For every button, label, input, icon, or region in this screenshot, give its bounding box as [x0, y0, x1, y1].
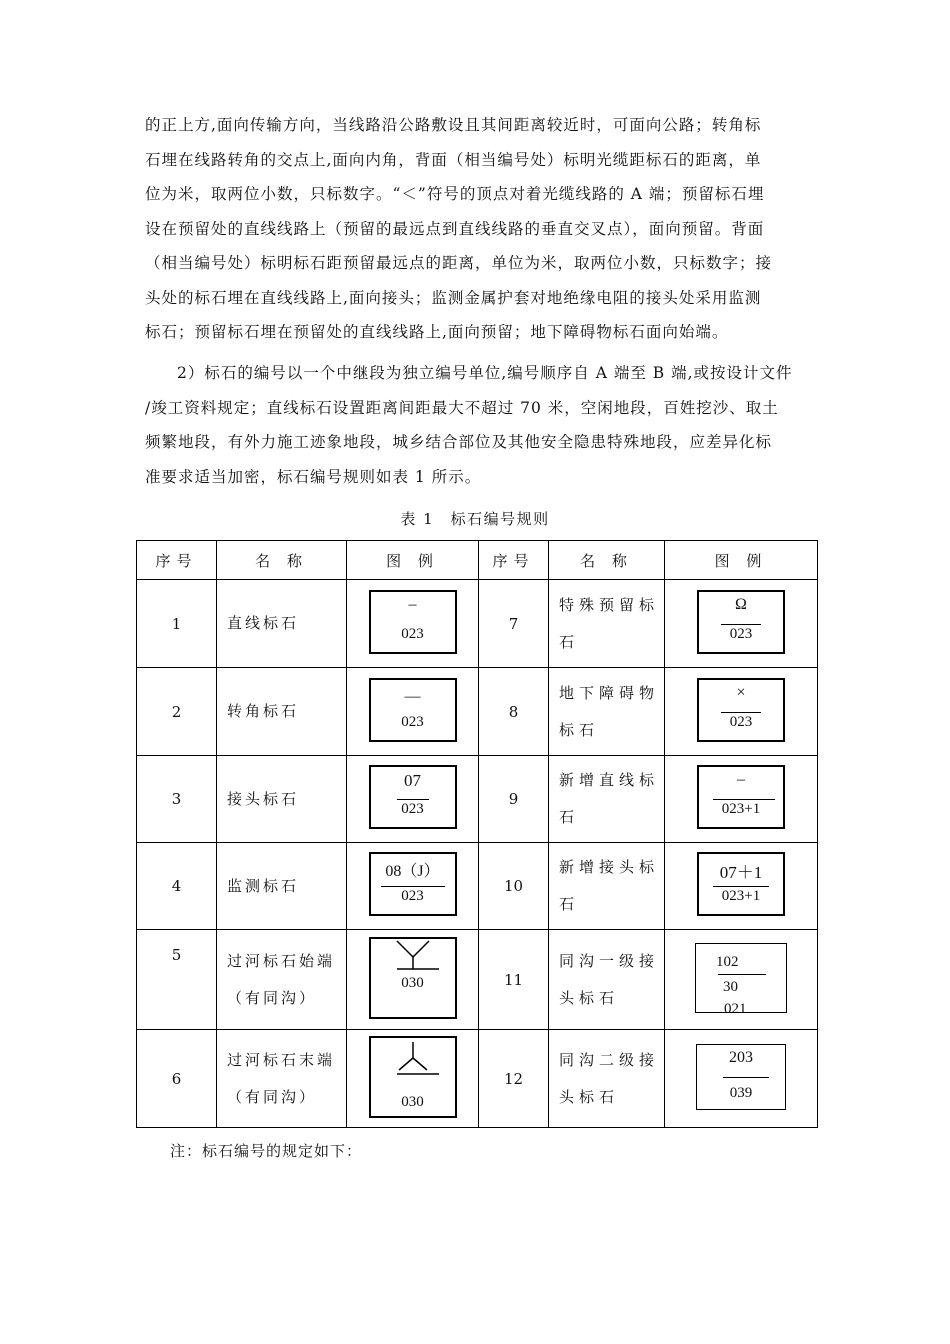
text-line: 的正上方,面向传输方向，当线路沿公路敷设且其间距离较近时，可面向公路；转角标: [145, 116, 762, 134]
marker-name: 直线标石: [217, 580, 347, 668]
row-number: 3: [137, 756, 217, 843]
marker-symbol: [369, 678, 457, 742]
symbol-bottom: 030: [401, 1093, 424, 1110]
symbol-top: 07: [404, 771, 421, 790]
legend-cell: [665, 756, 818, 843]
row-number: 1: [137, 580, 217, 668]
marker-name: [549, 756, 665, 843]
legend-cell: [347, 756, 479, 843]
marker-name: [549, 668, 665, 756]
legend-cell: [347, 930, 479, 1030]
text-line: 石埋在线路转角的交点上,面向内角，背面（相当编号处）标明光缆距标石的距离，单: [145, 150, 762, 169]
marker-name-line: （有同沟）: [227, 988, 318, 1007]
symbol-divider: [397, 799, 429, 800]
row-number: 6: [137, 1030, 217, 1128]
symbol-top: Ω: [735, 595, 747, 613]
marker-name-line: 新增直线标: [559, 771, 660, 789]
marker-name-line: 石: [559, 808, 580, 826]
marker-name: 转角标石: [217, 668, 347, 756]
marker-name-line: 同沟一级接: [559, 951, 660, 970]
river-end-symbol: [371, 1038, 455, 1082]
symbol-divider: [381, 886, 445, 887]
marker-name-line: 头标石: [559, 988, 620, 1007]
symbol-top: 203: [729, 1048, 753, 1066]
marker-name-line: 石: [559, 632, 580, 651]
legend-cell: [347, 668, 479, 756]
marker-name: 接头标石: [217, 756, 347, 843]
row-number: 10: [479, 843, 549, 930]
table-row: [137, 756, 818, 843]
marker-name: [549, 843, 665, 930]
symbol-top: —: [404, 687, 421, 705]
symbol-bottom: 023: [729, 625, 753, 642]
row-number: 12: [479, 1030, 549, 1128]
symbol-divider: [713, 799, 775, 800]
paragraph-2: [145, 356, 807, 494]
legend-cell: [347, 843, 479, 930]
marker-symbol: [697, 852, 785, 916]
header-no: 序号: [479, 541, 549, 580]
marker-symbol: [697, 765, 785, 829]
symbol-bottom: 023: [401, 713, 424, 730]
symbol-bottom: 023+1: [721, 888, 761, 904]
symbol-divider: [723, 1077, 769, 1078]
marker-name-line: 头标石: [559, 1087, 620, 1106]
symbol-bottom: 023: [401, 625, 424, 642]
paragraph-1: [145, 108, 807, 350]
marker-name-line: 石: [559, 895, 580, 913]
legend-cell: [665, 843, 818, 930]
marker-name: [549, 580, 665, 668]
header-no: 序号: [137, 541, 217, 580]
text-line: /竣工资料规定；直线标石设置距离间距最大不超过 70 米，空闲地段，百姓挖沙、取土: [145, 398, 779, 417]
text-line: 位为米，取两位小数，只标数字。“＜”符号的顶点对着光缆线路的 A 端；预留标石埋: [145, 185, 765, 203]
text-line: 头处的标石埋在直线线路上,面向接头；监测金属护套对地绝缘电阻的接头处采用监测: [145, 288, 762, 307]
table-caption: 表 1 标石编号规则: [400, 510, 550, 528]
legend-cell: [347, 580, 479, 668]
marker-name-line: 地下障碍物: [559, 683, 660, 702]
legend-cell: [665, 668, 818, 756]
marker-symbol: [695, 943, 787, 1013]
row-number: 4: [137, 843, 217, 930]
symbol-bottom: 023: [401, 888, 424, 904]
marker-name: [549, 1030, 665, 1128]
symbol-divider: [718, 974, 766, 975]
symbol-line-3: 021: [724, 1001, 747, 1012]
table-header-row: [137, 541, 818, 580]
header-name: 名 称: [217, 541, 347, 580]
text-line: （相当编号处）标明标石距预留最远点的距离，单位为米，取两位小数，只标数字；接: [145, 254, 773, 272]
row-number: 9: [479, 756, 549, 843]
symbol-top: 08（J）: [385, 863, 440, 880]
symbol-top: –: [408, 595, 417, 613]
symbol-bottom: 039: [729, 1084, 753, 1101]
table-row: [137, 843, 818, 930]
text-line: 2）标石的编号以一个中继段为独立编号单位,编号顺序自 A 端至 B 端,或按设计文件: [177, 364, 793, 382]
marker-name: [217, 1030, 347, 1128]
marker-symbol: [369, 1036, 457, 1118]
symbol-line-1: 102: [716, 953, 739, 970]
table-row: [137, 1030, 818, 1128]
symbol-bottom: 030: [401, 974, 424, 991]
table-note: 注：标石编号的规定如下：: [170, 1142, 363, 1160]
marker-name-line: 新增接头标: [559, 858, 660, 876]
symbol-top: ×: [736, 683, 746, 701]
header-name: 名 称: [549, 541, 665, 580]
symbol-divider: [721, 712, 761, 713]
legend-cell: [665, 580, 818, 668]
symbol-bottom: 023: [729, 713, 753, 730]
marker-name: [217, 930, 347, 1030]
symbol-bottom: 023: [401, 801, 424, 817]
table-row: [137, 930, 818, 1030]
symbol-top: –: [737, 771, 745, 788]
header-legend: 图 例: [665, 541, 818, 580]
marker-name: 监测标石: [217, 843, 347, 930]
marker-name-line: 同沟二级接: [559, 1050, 660, 1069]
table-row: [137, 668, 818, 756]
text-line: 频繁地段，有外力施工迹象地段，城乡结合部位及其他安全隐患特殊地段，应差异化标: [145, 433, 773, 451]
symbol-divider: [713, 886, 769, 887]
text-line: 准要求适当加密，标石编号规则如表 1 所示。: [145, 467, 482, 486]
marker-name-line: 特殊预留标: [559, 595, 660, 614]
row-number: 11: [479, 930, 549, 1030]
marker-name-line: （有同沟）: [227, 1087, 318, 1106]
marker-symbol: [697, 590, 785, 654]
river-start-symbol: [371, 939, 455, 979]
row-number: 7: [479, 580, 549, 668]
legend-cell: [665, 1030, 818, 1128]
marker-numbering-table: [136, 540, 818, 1128]
header-legend: 图 例: [347, 541, 479, 580]
text-line: 设在预留处的直线线路上（预留的最远点到直线线路的垂直交叉点），面向预留。背面: [145, 219, 765, 238]
legend-cell: [665, 930, 818, 1030]
table-row: [137, 580, 818, 668]
marker-name-line: 过河标石始端: [227, 951, 336, 970]
marker-name-line: 过河标石末端: [227, 1050, 336, 1069]
marker-symbol: [697, 678, 785, 742]
marker-name-line: 标石: [559, 720, 600, 739]
text-line: 标石；预留标石埋在预留处的直线线路上,面向预留；地下障碍物标石面向始端。: [145, 323, 729, 341]
row-number: 5: [137, 930, 217, 1030]
symbol-bottom: 023+1: [721, 801, 761, 817]
symbol-line-2: 30: [723, 978, 738, 995]
row-number: 8: [479, 668, 549, 756]
marker-symbol: [369, 765, 457, 829]
symbol-divider: [721, 624, 761, 625]
row-number: 2: [137, 668, 217, 756]
legend-cell: [347, 1030, 479, 1128]
marker-symbol: [696, 1044, 786, 1110]
marker-symbol: [369, 852, 457, 916]
marker-symbol: [369, 937, 457, 1019]
symbol-top: 07＋1: [719, 863, 763, 882]
marker-symbol: [369, 590, 457, 654]
marker-name: [549, 930, 665, 1030]
